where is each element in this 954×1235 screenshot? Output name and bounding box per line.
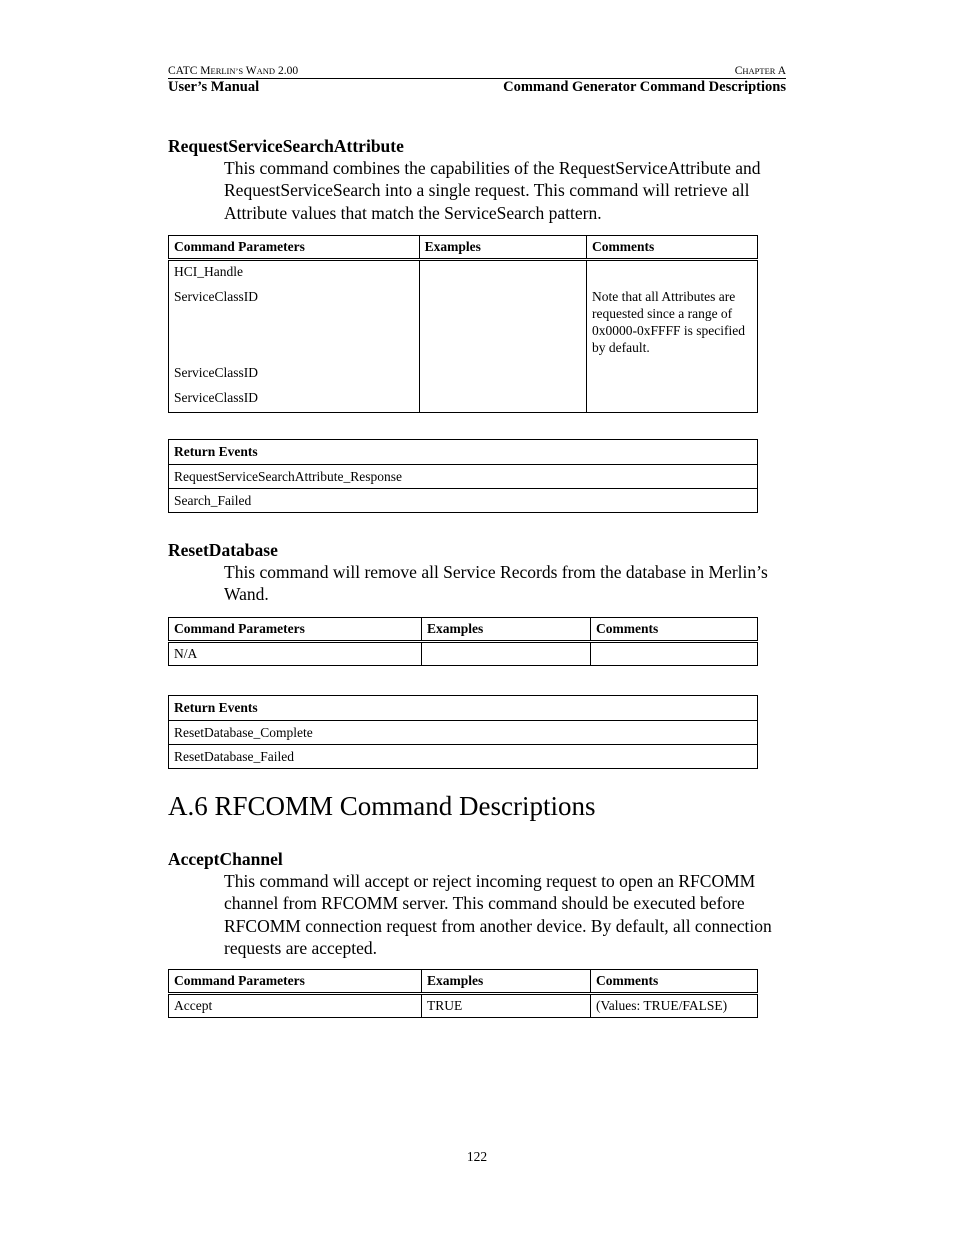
command-parameters-table-reset (168, 617, 758, 666)
command-heading-reset: ResetDatabase (168, 540, 278, 560)
parameter-name: ServiceClassID (174, 365, 258, 380)
column-header: Command Parameters (169, 618, 422, 642)
return-events-table-rssa (168, 439, 758, 513)
parameter-name: N/A (169, 642, 422, 666)
parameter-name: ServiceClassID (174, 289, 258, 304)
parameter-example: TRUE (422, 994, 591, 1018)
return-events-table-reset (168, 695, 758, 769)
command-parameters-table-rssa (168, 235, 758, 413)
column-header: Return Events (169, 696, 758, 721)
header-chapter-title: Command Generator Command Descriptions (503, 79, 786, 95)
command-parameters-table-accept (168, 969, 758, 1018)
header-product: CATC MERLIN’S WAND 2.00 (168, 65, 299, 77)
parameter-name: HCI_Handle (174, 264, 243, 279)
command-heading-rssa: RequestServiceSearchAttribute (168, 136, 404, 156)
column-header: Comments (591, 618, 758, 642)
examples-cell (419, 260, 586, 413)
column-header: Examples (422, 618, 591, 642)
parameter-comment (591, 642, 758, 666)
column-header: Comments (587, 236, 758, 260)
running-header-top (168, 63, 786, 79)
column-header: Command Parameters (169, 236, 420, 260)
parameter-name: ServiceClassID (174, 390, 258, 405)
return-event: ResetDatabase_Complete (169, 721, 758, 745)
return-event: RequestServiceSearchAttribute_Response (169, 465, 758, 489)
column-header: Return Events (169, 440, 758, 465)
column-header: Command Parameters (169, 970, 422, 994)
section-heading-rfcomm: A.6 RFCOMM Command Descriptions (168, 791, 596, 821)
column-header: Comments (591, 970, 758, 994)
comments-cell (587, 260, 758, 413)
parameters-cell (169, 260, 420, 413)
page-number: 122 (466, 1149, 488, 1164)
parameter-example (422, 642, 591, 666)
parameter-comment: (Values: TRUE/FALSE) (591, 994, 758, 1018)
column-header: Examples (422, 970, 591, 994)
column-header: Examples (419, 236, 586, 260)
command-description-reset: This command will remove all Service Records from the database in Merlin’s Wand. (224, 562, 768, 605)
header-chapter: CHAPTER A (734, 65, 786, 77)
return-event: ResetDatabase_Failed (169, 745, 758, 769)
command-description-accept: This command will accept or reject incoming request to open an RFCOMM channel from RFCOMM server. This command should be executed before RFCOMM connection request from another device. By default, all connection requests are accepted. (224, 871, 772, 958)
parameter-name: Accept (169, 994, 422, 1018)
command-heading-accept: AcceptChannel (168, 849, 283, 869)
command-description-rssa: This command combines the capabilities of the RequestServiceAttribute and RequestServiceSearch into a single request. This command will retrieve all Attribute values that match the ServiceSearch pattern. (224, 158, 761, 223)
header-manual-title: User’s Manual (168, 79, 260, 95)
return-event: Search_Failed (169, 489, 758, 513)
parameter-comment: Note that all Attributes are requested since a range of 0x0000-0xFFFF is specified by default. (592, 289, 746, 355)
running-header-bottom (168, 79, 786, 96)
